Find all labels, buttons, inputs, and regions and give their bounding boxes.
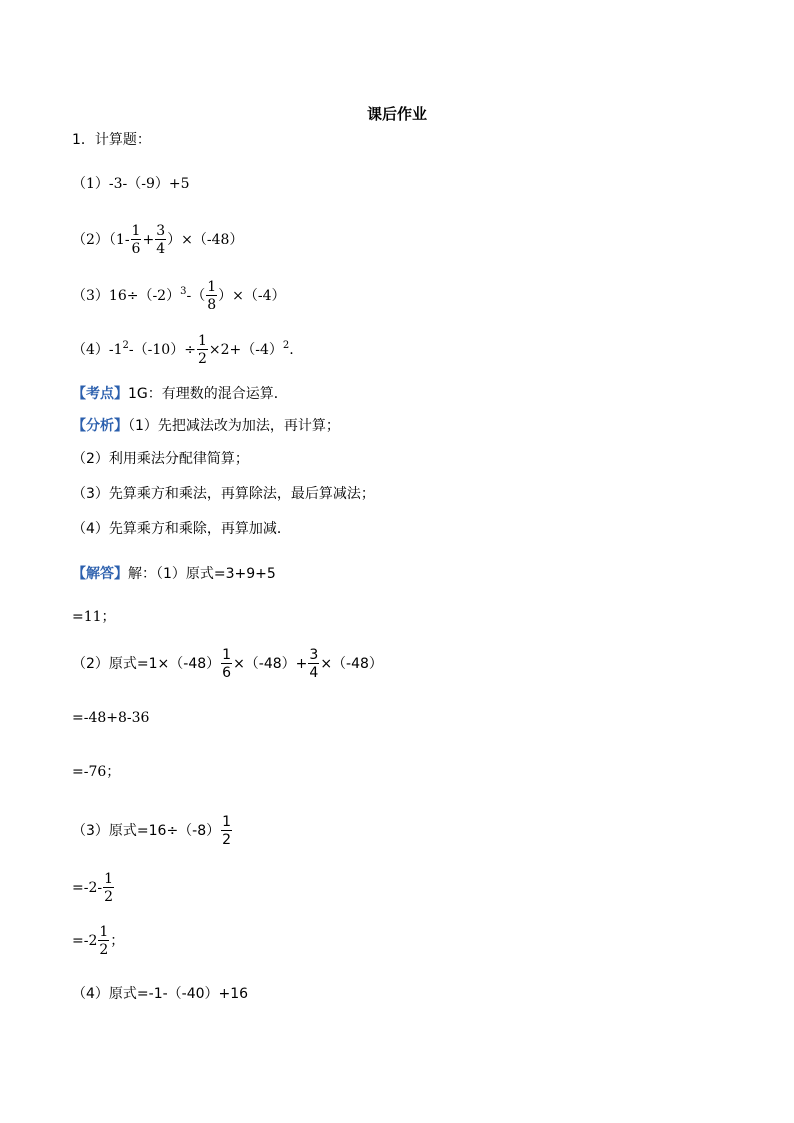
fraction: $\frac{1}{8}$	[207, 279, 217, 313]
jieda-tag: 【解答】	[72, 566, 128, 582]
question-item-1	[72, 174, 190, 194]
kaodian-line	[72, 384, 288, 404]
fraction: $\frac{1}{2}$	[197, 333, 207, 367]
jieda-line-7: =-2- $\frac{1}{2}$	[72, 871, 114, 905]
q1-text: （1）-3-（-9）+5	[72, 176, 190, 192]
q2-text-b: +	[142, 232, 155, 248]
question-item-2	[72, 224, 243, 256]
jieda-line-5: =-76；	[72, 764, 121, 780]
q2-text-c: ）×（-48）	[167, 232, 244, 248]
jieda-line-4: =-48+8-36	[72, 710, 150, 726]
kaodian-text: 1G：有理数的混合运算．	[128, 386, 288, 402]
fenxi-line-3: （3）先算乘方和乘法，再算除法，最后算减法；	[72, 486, 375, 502]
page-title: 课后作业	[366, 105, 427, 123]
jieda-line-8: =-2 $\frac{1}{2}$ ；	[72, 924, 125, 958]
jieda-line-1: 【解答】解：（1）原式=3+9+5	[72, 566, 276, 582]
fenxi-line-2: （2）利用乘法分配律简算；	[72, 451, 249, 467]
fraction: $\frac{1}{2}$	[99, 924, 109, 958]
fraction: $\frac{1}{2}$	[104, 871, 114, 905]
fraction: $\frac{1}{2}$	[222, 814, 232, 848]
fraction: $\frac{3}{4}$	[309, 647, 319, 681]
fraction: $\frac{3}{4}$	[156, 223, 166, 257]
fenxi-line-4: （4）先算乘方和乘除，再算加减．	[72, 521, 291, 537]
q2-text-a: （2）（1-	[72, 232, 130, 248]
exponent: 2	[282, 340, 290, 351]
exponent: 3	[180, 286, 187, 297]
question-label: 1．计算题：	[72, 132, 151, 148]
jieda-line-3: （2）原式=1×（-48） $\frac{1}{6}$ ×（-48）+ $\frac{3}{4}$ ×（-48）	[72, 647, 383, 681]
fraction: $\frac{1}{6}$	[222, 647, 232, 681]
fenxi-line-1: 【分析】（1）先把减法改为加法，再计算；	[72, 418, 340, 434]
jieda-line-9: （4）原式=-1-（-40）+16	[72, 986, 249, 1002]
jieda-line-6: （3）原式=16÷（-8） $\frac{1}{2}$	[72, 814, 232, 848]
question-item-4: $(4)-1^2-(-10)\div$ $\frac{1}{2}$ $\times 2+(-4)^2$.	[72, 333, 294, 367]
jieda-line-2: =11；	[72, 609, 116, 625]
fenxi-tag: 【分析】	[72, 418, 128, 434]
exponent: 2	[122, 340, 129, 351]
kaodian-tag: 【考点】	[72, 386, 128, 402]
fraction: $\frac{1}{6}$	[131, 223, 141, 257]
question-item-3: $(3)16\div(-2)^3-$（ $\frac{1}{8}$ ）×（-4）	[72, 279, 286, 313]
